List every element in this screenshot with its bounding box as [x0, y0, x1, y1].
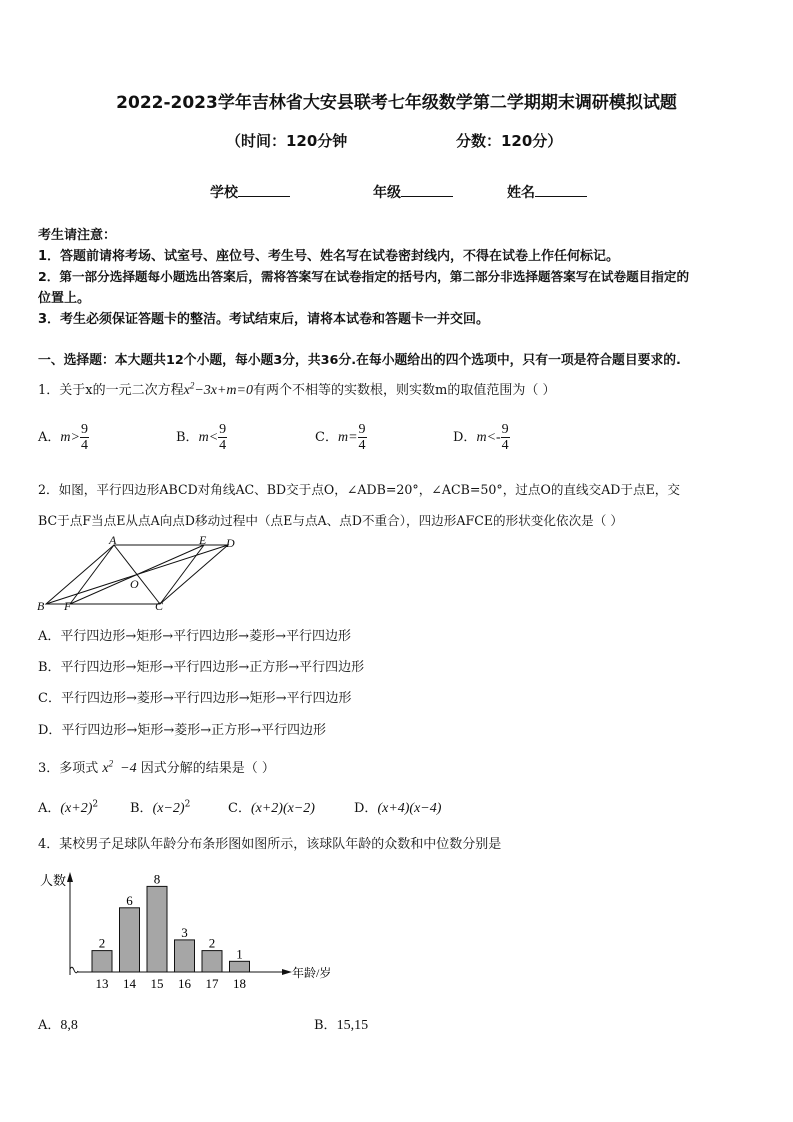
- q2-option-d[interactable]: D．平行四边形→矩形→菱形→正方形→平行四边形: [38, 723, 326, 738]
- q1-option-c[interactable]: C．m= $\frac{9}{4}$: [315, 422, 366, 453]
- x-tick-label-17: 17: [205, 976, 219, 991]
- bar-15: [147, 886, 167, 972]
- label-c: C: [155, 599, 164, 613]
- bar-18: [230, 961, 250, 972]
- q3-prefix: 3．多项式: [38, 761, 99, 776]
- label-f: F: [64, 599, 72, 613]
- bar-value-label-17: 2: [208, 935, 216, 951]
- bar-value-label-18: 1: [236, 946, 243, 962]
- bar-value-label-15: 8: [153, 871, 161, 887]
- exam-score: 分数：120分）: [456, 132, 563, 150]
- question-1: [38, 379, 555, 399]
- q2-option-a[interactable]: A．平行四边形→矩形→平行四边形→菱形→平行四边形: [38, 629, 351, 644]
- q1-option-c-fraction: $\frac{9}{4}$: [358, 422, 366, 453]
- label-a: A: [109, 534, 117, 547]
- segment-ec: [160, 545, 204, 604]
- bar-14: [120, 908, 140, 972]
- segment-af: [70, 545, 114, 604]
- x-tick-label-14: 14: [123, 976, 136, 991]
- notice-item-2: 2．第一部分选择题每小题选出答案后，需将答案写在试卷指定的括号内，第二部分非选择题答案写在试卷题目指定的: [38, 269, 690, 284]
- chart-xlabel: 年龄/岁: [292, 966, 332, 980]
- name-label: 姓名: [507, 185, 535, 201]
- q1-option-d[interactable]: D．m<- $\frac{9}{4}$: [453, 422, 509, 453]
- bar-value-label-14: 6: [126, 892, 133, 908]
- section-1-heading: 一、选择题：本大题共12个小题，每小题3分，共36分.在每小题给出的四个选项中，只有一项是符合题目要求的.: [38, 353, 681, 368]
- q1-option-a-fraction: $\frac{9}{4}$: [80, 422, 88, 453]
- exam-time: （时间：120分钟: [226, 132, 348, 150]
- notice-item-1: 1．答题前请将考场、试室号、座位号、考生号、姓名写在试卷密封线内，不得在试卷上作任何标记。: [38, 249, 620, 264]
- q1-option-a[interactable]: A．m> $\frac{9}{4}$: [38, 422, 88, 453]
- parallelogram-figure: [34, 534, 244, 616]
- q1-prefix: 1．关于x的一元二次方程: [38, 383, 184, 398]
- label-b: B: [37, 599, 45, 613]
- question-4: 4．某校男子足球队年龄分布条形图如图所示，该球队年龄的众数和中位数分别是: [38, 837, 502, 852]
- grade-blank[interactable]: [401, 183, 453, 197]
- school-field: [210, 182, 290, 202]
- notice-heading: 考生请注意：: [38, 228, 117, 243]
- age-bar-chart: [34, 866, 344, 996]
- q3-polynomial: $x^2 -4$: [102, 758, 137, 776]
- x-tick-label-18: 18: [233, 976, 246, 991]
- bar-16: [175, 940, 195, 972]
- question-3: [38, 757, 275, 777]
- y-axis-arrow: [67, 872, 73, 882]
- q4-option-a[interactable]: A．8,8: [38, 1018, 78, 1033]
- q3-option-b[interactable]: B．$(x-2)^2$: [130, 799, 191, 816]
- bar-13: [92, 951, 112, 972]
- bar-value-label-16: 3: [181, 924, 188, 940]
- x-tick-label-13: 13: [95, 976, 109, 991]
- name-blank[interactable]: [535, 183, 587, 197]
- chart-ylabel: 人数: [40, 873, 67, 888]
- bar-value-label-13: 2: [98, 935, 106, 951]
- x-tick-label-15: 15: [150, 976, 164, 991]
- axis-break-mark: [70, 967, 78, 973]
- question-2-line-1: 2．如图，平行四边形ABCD对角线AC、BD交于点O，∠ADB=20°，∠ACB=50°，过点O的直线交AD于点E，交: [38, 482, 680, 497]
- grade-field: [373, 182, 453, 202]
- name-field: [507, 182, 587, 202]
- label-d: D: [226, 536, 235, 550]
- x-axis-arrow: [282, 969, 292, 975]
- notice-item-2-cont: 位置上。: [38, 291, 91, 306]
- question-2-line-2: BC于点F当点E从点A向点D移动过程中（点E与点A、点D不重合），四边形AFCE的形状变化依次是（ ）: [38, 513, 623, 528]
- bar-17: [202, 951, 222, 972]
- q2-option-c[interactable]: C．平行四边形→菱形→平行四边形→矩形→平行四边形: [38, 691, 352, 706]
- label-e: E: [199, 534, 207, 547]
- q2-option-b[interactable]: B．平行四边形→矩形→平行四边形→正方形→平行四边形: [38, 660, 365, 675]
- q1-option-d-fraction: $\frac{9}{4}$: [501, 422, 509, 453]
- q4-option-b[interactable]: B．15,15: [314, 1018, 369, 1033]
- q1-option-b-fraction: $\frac{9}{4}$: [219, 422, 227, 453]
- notice-item-3: 3．考生必须保证答题卡的整洁。考试结束后，请将本试卷和答题卡一并交回。: [38, 312, 490, 327]
- q3-option-c[interactable]: C．(x+2)(x−2): [228, 801, 315, 816]
- q3-suffix: 因式分解的结果是（ ）: [140, 761, 275, 776]
- q1-suffix: 有两个不相等的实数根，则实数m的取值范围为（ ）: [253, 383, 556, 398]
- q3-option-a[interactable]: A．$(x+2)^2$: [38, 799, 99, 816]
- x-tick-label-16: 16: [178, 976, 191, 991]
- q1-equation: $x^2-3x+m=0$: [183, 380, 253, 398]
- bars-group: [92, 871, 250, 991]
- q1-option-b[interactable]: B．m< $\frac{9}{4}$: [176, 422, 227, 453]
- q3-option-d[interactable]: D．(x+4)(x−4): [354, 801, 442, 816]
- label-o: O: [130, 577, 139, 591]
- school-label: 学校: [210, 185, 238, 201]
- line-ef: [70, 545, 204, 604]
- school-blank[interactable]: [238, 183, 290, 197]
- grade-label: 年级: [373, 185, 401, 201]
- page-title: 2022-2023学年吉林省大安县联考七年级数学第二学期期末调研模拟试题: [116, 93, 677, 113]
